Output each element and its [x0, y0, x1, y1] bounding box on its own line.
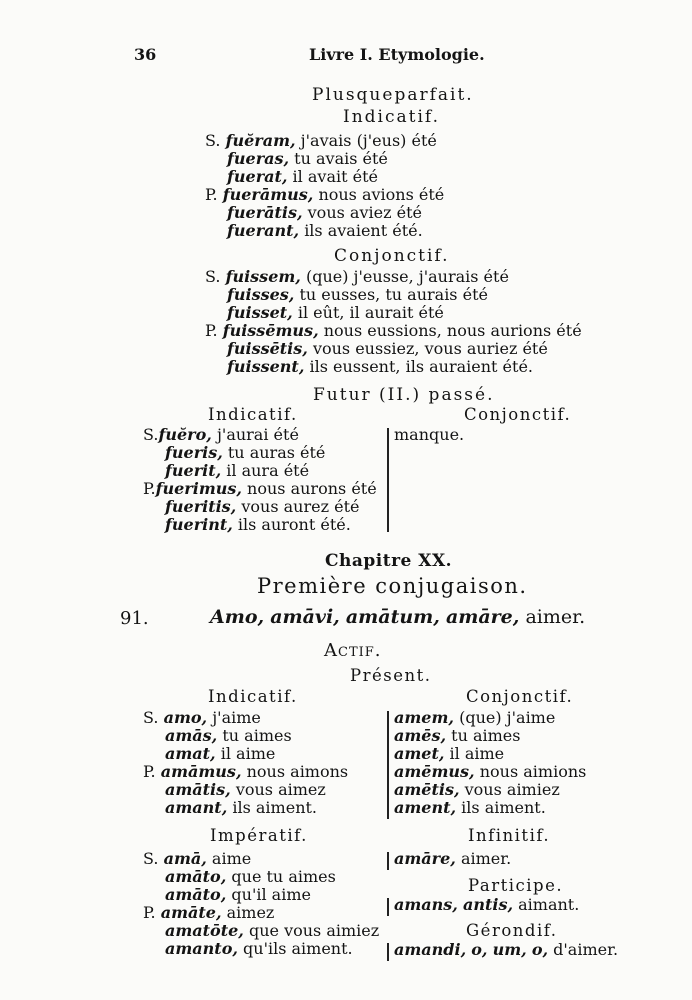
conj-line: amat, il aime — [165, 744, 276, 763]
present-indicatif-title: Indicatif. — [208, 687, 298, 706]
conj-line: amēmus, nous aimions — [394, 762, 587, 781]
conj-line: fuerat, il avait été — [227, 167, 378, 186]
present-conjonctif-block — [394, 709, 586, 817]
conj-line: amant, ils aiment. — [165, 798, 318, 817]
chapter-label: Chapitre XX. — [325, 551, 453, 571]
conj-line: amanto, qu'ils aiment. — [165, 939, 353, 958]
conj-line: amet, il aime — [394, 744, 505, 763]
column-rule — [387, 852, 389, 870]
conj-line: fuissent, ils eussent, ils auraient été. — [227, 357, 534, 376]
conj-line: P. fuerāmus, nous avions été — [205, 185, 445, 204]
conj-line: fueritis, vous aurez été — [165, 497, 360, 516]
conj-line: P. amāte, aimez — [143, 903, 275, 922]
conj-line: fuisses, tu eusses, tu aurais été — [227, 285, 488, 304]
chapter-title: Première conjugaison. — [257, 574, 528, 598]
participe-line: amans, antis, aimant. — [394, 895, 580, 914]
conj-line: fuissētis, vous eussiez, vous auriez été — [227, 339, 548, 358]
conj-line: S. amo, j'aime — [143, 708, 261, 727]
present-title: Présent. — [350, 666, 432, 685]
column-rule — [387, 943, 389, 961]
present-indicatif-block — [143, 709, 348, 817]
conj-line: amātis, vous aimez — [165, 780, 326, 799]
conj-line: amāto, que tu aimes — [165, 867, 336, 886]
conj-line: S. fuissem, (que) j'eusse, j'aurais été — [205, 267, 509, 286]
futur-conjonctif-text: manque. — [394, 425, 465, 444]
conj-line: amāto, qu'il aime — [165, 885, 311, 904]
running-title: Livre I. Etymologie. — [309, 45, 485, 64]
gerondif-title: Gérondif. — [466, 921, 558, 940]
conj-line: ament, ils aiment. — [394, 798, 546, 817]
infinitif-title: Infinitif. — [468, 826, 551, 845]
conj-line: fueras, tu avais été — [227, 149, 388, 168]
plusqueparfait-indicatif-title: Indicatif. — [343, 107, 440, 127]
conj-line: fuerātis, vous aviez été — [227, 203, 422, 222]
entry-number: 91. — [120, 608, 149, 629]
conj-line: amem, (que) j'aime — [394, 708, 556, 727]
plusqueparfait-conjonctif-title: Conjonctif. — [334, 246, 450, 266]
conj-line: amēs, tu aimes — [394, 726, 521, 745]
conj-line: amatōte, que vous aimiez — [165, 921, 380, 940]
futur-indicatif-title: Indicatif. — [208, 405, 298, 424]
conj-line: amētis, vous aimiez — [394, 780, 560, 799]
column-rule — [387, 898, 389, 916]
entry-forms: Amo, amāvi, amātum, amāre, aimer. — [210, 606, 586, 628]
present-conjonctif-title: Conjonctif. — [466, 687, 574, 706]
imperatif-title: Impératif. — [210, 826, 308, 845]
conj-line: fuerant, ils avaient été. — [227, 221, 423, 240]
infinitif-line: amāre, aimer. — [394, 849, 512, 868]
plusqueparfait-conjonctif-block — [205, 268, 582, 376]
conj-line: P. fuissēmus, nous eussions, nous aurions été — [205, 321, 582, 340]
futur-conjonctif-title: Conjonctif. — [464, 405, 572, 424]
conj-line: S. amā, aime — [143, 849, 252, 868]
conj-line: fuerint, ils auront été. — [165, 515, 351, 534]
conj-line: P. amāmus, nous aimons — [143, 762, 349, 781]
column-rule — [387, 428, 389, 532]
conj-line: fuisset, il eût, il aurait été — [227, 303, 444, 322]
participe-title: Participe. — [468, 876, 564, 895]
conj-line: S. fuĕram, j'avais (j'eus) été — [205, 131, 437, 150]
futur-title: Futur (II.) passé. — [313, 385, 495, 405]
conj-line: fuerit, il aura été — [165, 461, 310, 480]
conj-line: P.fuerimus, nous aurons été — [143, 479, 377, 498]
conj-line: fueris, tu auras été — [165, 443, 326, 462]
imperatif-block — [143, 850, 379, 958]
gerondif-line: amandi, o, um, o, d'aimer. — [394, 940, 619, 959]
page-number: 36 — [134, 45, 157, 64]
plusqueparfait-title: Plusqueparfait. — [312, 85, 474, 105]
futur-indicatif-block — [143, 426, 377, 534]
column-rule — [387, 711, 389, 819]
conj-line: amās, tu aimes — [165, 726, 292, 745]
conj-line: S.fuĕro, j'aurai été — [143, 425, 299, 444]
actif-title: Actif. — [324, 640, 382, 661]
plusqueparfait-indicatif-block — [205, 132, 444, 240]
